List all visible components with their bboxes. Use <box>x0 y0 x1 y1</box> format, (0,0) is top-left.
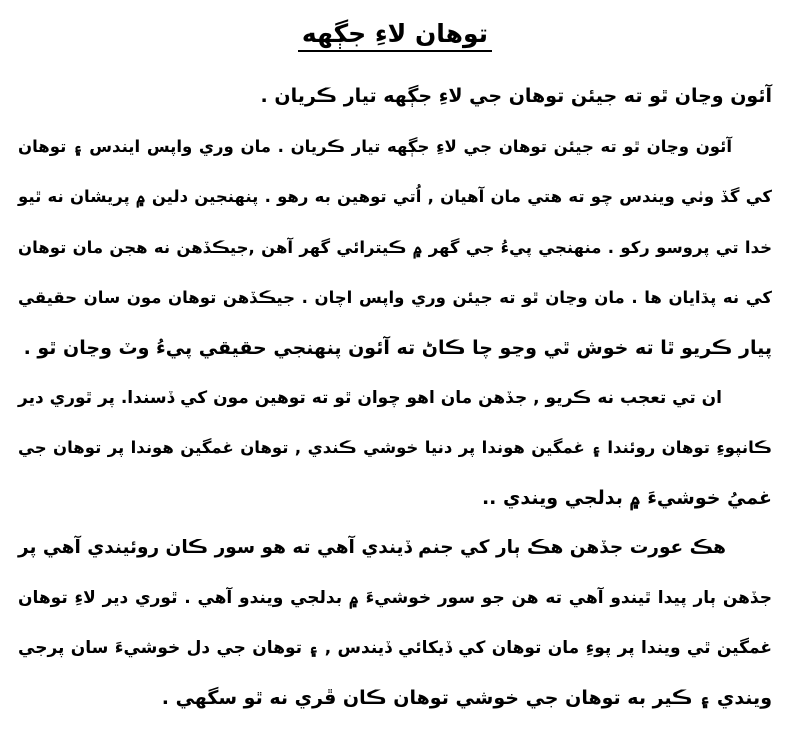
text-line: آئون وڃان ٿو ته جيئن توهان جي لاءِ جڳهه تيار ڪريان . <box>260 85 772 107</box>
text-line: غمگين ٿي ويندا پر پوءِ مان توهان کي ڏيکائي ڏيندس , ۽ توهان جي دل خوشيءَ سان پرجي <box>18 638 772 658</box>
text-line: کي گڏ وٺي ويندس چو ته هتي مان آهيان , اُتي توهين به رهو . پنهنجين دلين ۾ پريشان نه ٿيو <box>18 187 772 206</box>
text-line: آئون وڃان ٿو ته جيئن توهان جي لاءِ جڳهه تيار ڪريان . مان وري واپس ايندس ۽ توهان <box>18 137 732 156</box>
text-line: جڏهن ٻار پيدا ٿيندو آهي ته هن جو سور خوشيءَ ۾ بدلجي ويندو آهي . ٿوري دير لاءِ توهان <box>18 588 772 608</box>
text-line: کي نه پڌايان ها . مان وڃان ٿو ته جيئن وري واپس اچان . جيڪڏهن توهان مون سان حقيقي <box>18 288 772 307</box>
text-line: ان تي تعجب نه ڪريو , جڏهن مان اهو چوان ٿو ته توهين مون کي ڏسندا. پر ٿوري دير <box>18 388 722 408</box>
page-title <box>0 14 790 54</box>
text-line: هڪ عورت جڏهن هڪ ٻار کي جنم ڏيندي آهي ته هو سور ڪان روئيندي آهي پر <box>18 537 726 558</box>
text-line: غميُ خوشيءَ ۾ بدلجي ويندي .. <box>481 487 772 509</box>
text-line: ڪانپوءِ توهان روئندا ۽ غمگين هوندا پر دنيا خوشي ڪندي , توهان غمگين هوندا پر توهان جي <box>18 438 772 457</box>
text-line: ويندي ۽ ڪير به توهان جي خوشي توهان ڪان ڦري نه ٿو سگهي . <box>161 687 772 709</box>
text-line: خدا تي پروسو رکو . منهنجي پيءُ جي گهر ۾ ڪيترائي گهر آهن ,جيڪڏهن نه هجن مان توهان <box>18 238 772 257</box>
page-title-text: توهان لاءِ جڳهه <box>298 19 492 52</box>
text-line: پيار ڪريو ٿا ته خوش ٿي وڃو چا ڪاڻ ته آئون پنهنجي حقيقي پيءُ وٽ وڃان ٿو . <box>23 337 772 359</box>
